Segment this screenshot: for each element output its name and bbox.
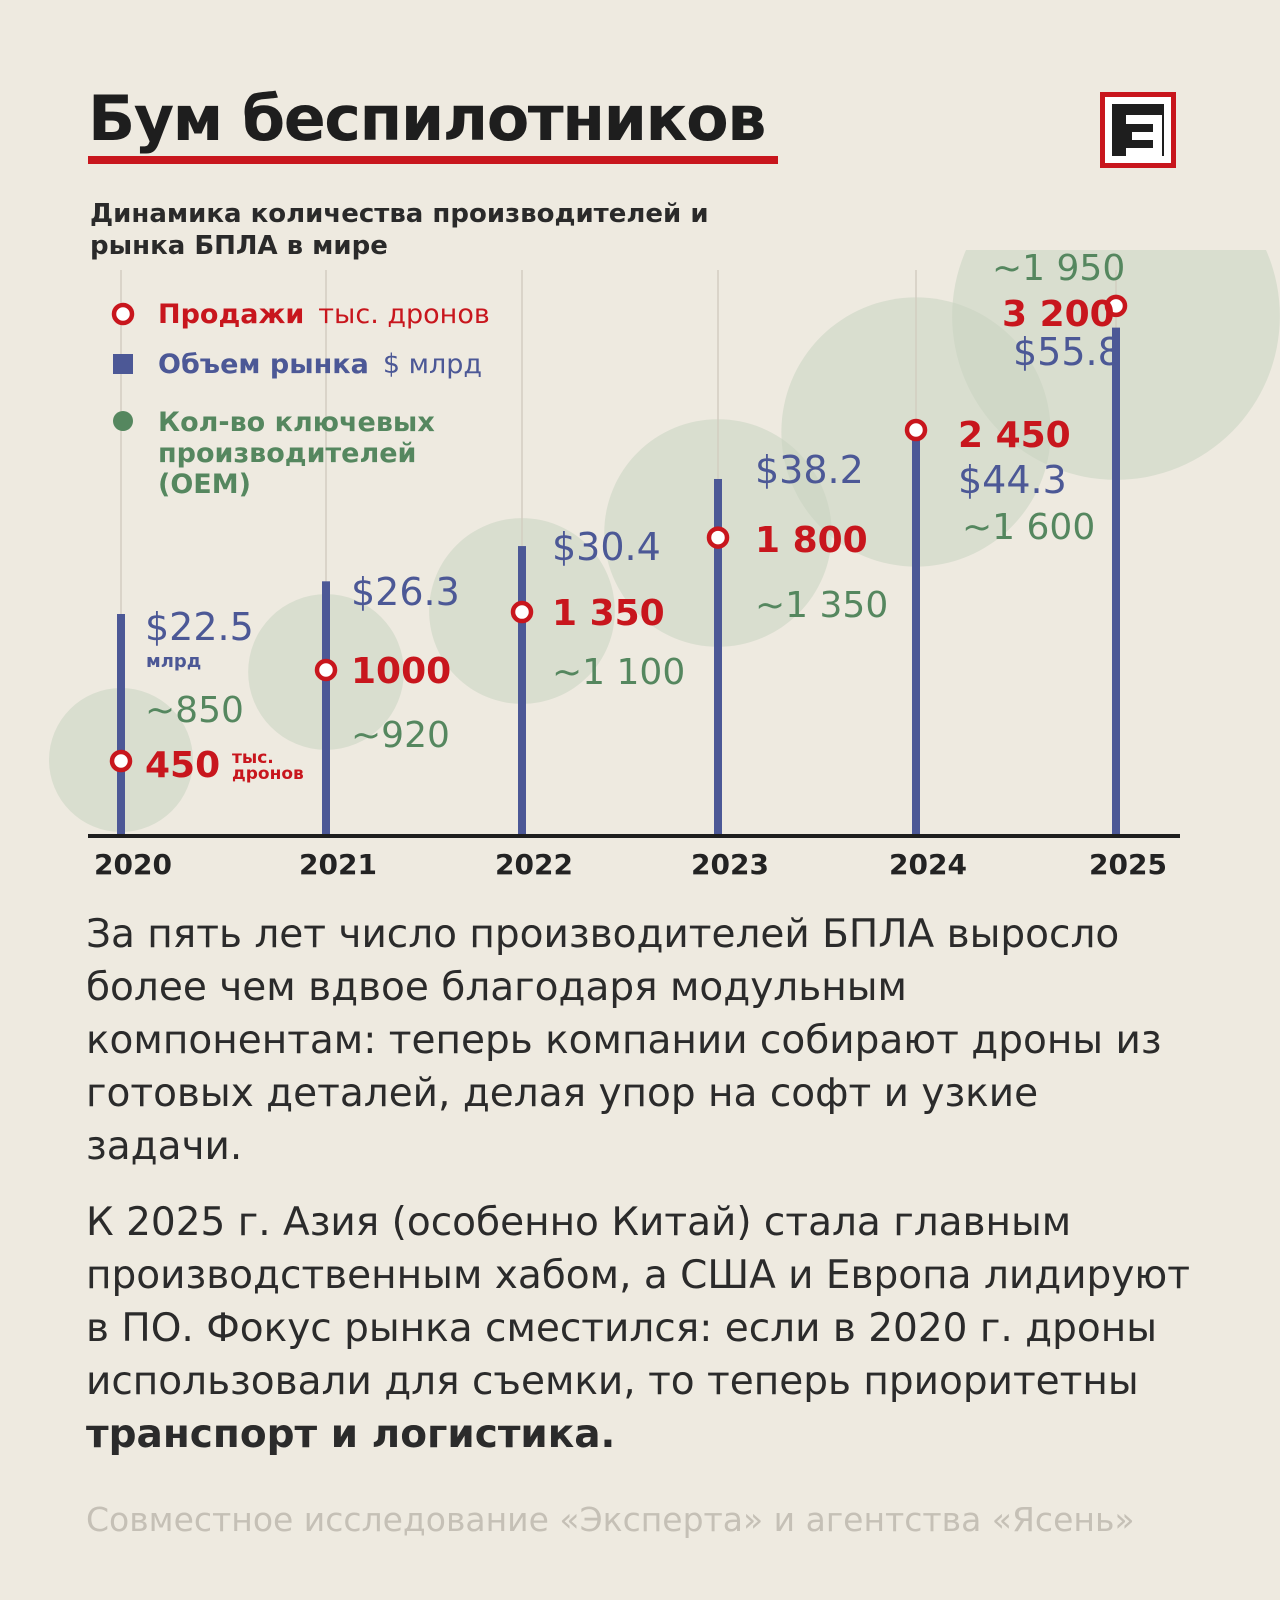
oem-value-label: ~1 600 (962, 507, 1096, 548)
x-tick-label: 2021 (299, 848, 377, 881)
sales-marker (907, 421, 925, 439)
market-value-label: $44.3 (958, 458, 1067, 502)
legend-oem-marker (113, 411, 133, 431)
market-bar (1112, 328, 1120, 836)
market-unit-note: млрд (146, 651, 202, 672)
legend-sales-label: Продажи тыс. дронов (158, 299, 490, 330)
oem-value-label: ~920 (351, 715, 450, 756)
market-value-label: $26.3 (351, 570, 460, 614)
x-tick-label: 2020 (94, 848, 172, 881)
market-bar (518, 546, 526, 836)
legend-sales-marker (114, 305, 132, 323)
sales-marker (112, 752, 130, 770)
sales-unit-note: дронов (232, 764, 304, 784)
legend-oem-label: (OEM) (158, 469, 251, 500)
title-underline (88, 156, 778, 164)
market-bar (912, 427, 920, 836)
market-value-label: $30.4 (552, 525, 661, 569)
x-tick-label: 2023 (691, 848, 769, 881)
sales-value-label: 1000 (351, 651, 452, 692)
x-tick-label: 2025 (1089, 848, 1167, 881)
market-bar (322, 581, 330, 836)
paragraph-market-focus-text: К 2025 г. Азия (особенно Китай) стала главным производственным хабом, а США и Европа лидируют в ПО. Фокус рынка сместился: если в 2020 г. дроны использовали для съемки, то теперь приоритетны (86, 1200, 1190, 1404)
x-tick-label: 2022 (495, 848, 573, 881)
oem-value-label: ~1 950 (992, 250, 1126, 289)
paragraph-market-focus-bold: транспорт и логистика. (86, 1412, 616, 1457)
sales-marker (709, 529, 727, 547)
expert-logo (1100, 92, 1176, 168)
x-tick-label: 2024 (889, 848, 967, 881)
drone-market-chart (0, 250, 1280, 890)
sales-unit-note: тыс. (232, 748, 274, 768)
market-value-label: $38.2 (755, 448, 864, 492)
sales-marker (317, 661, 335, 679)
oem-value-label: ~1 350 (755, 585, 889, 626)
legend-market-label: Объем рынка $ млрд (158, 349, 483, 380)
market-value-label: $55.8 (1013, 330, 1122, 374)
sales-marker (513, 603, 531, 621)
sales-value-label: 3 200 (1002, 294, 1115, 335)
legend-market-marker (113, 354, 133, 374)
sales-value-label: 2 450 (958, 415, 1071, 456)
logo-e-icon (1126, 115, 1162, 157)
chart-subtitle: Динамика количества производителей и рынка БПЛА в мире (90, 199, 709, 261)
source-footer: Совместное исследование «Эксперта» и агентства «Ясень» (86, 1500, 1135, 1539)
oem-value-label: ~1 100 (552, 652, 686, 693)
market-bar (117, 614, 125, 836)
page-title: Бум беспилотников (88, 82, 765, 155)
sales-value-label: 1 350 (552, 593, 665, 634)
legend-oem-label: Кол-во ключевых (158, 407, 435, 438)
paragraph-market-focus (86, 1196, 1196, 1461)
market-value-label: $22.5 (145, 605, 254, 649)
sales-value-label: 1 800 (755, 520, 868, 561)
legend-oem-label: производителей (158, 438, 417, 469)
oem-value-label: ~850 (145, 690, 244, 731)
paragraph-manufacturers: За пять лет число производителей БПЛА выросло более чем вдвое благодаря модульным компонентам: теперь компании собирают дроны из готовых деталей, делая упор на софт и узкие задачи. (86, 912, 1162, 1169)
sales-value-label: 450 (145, 745, 221, 786)
